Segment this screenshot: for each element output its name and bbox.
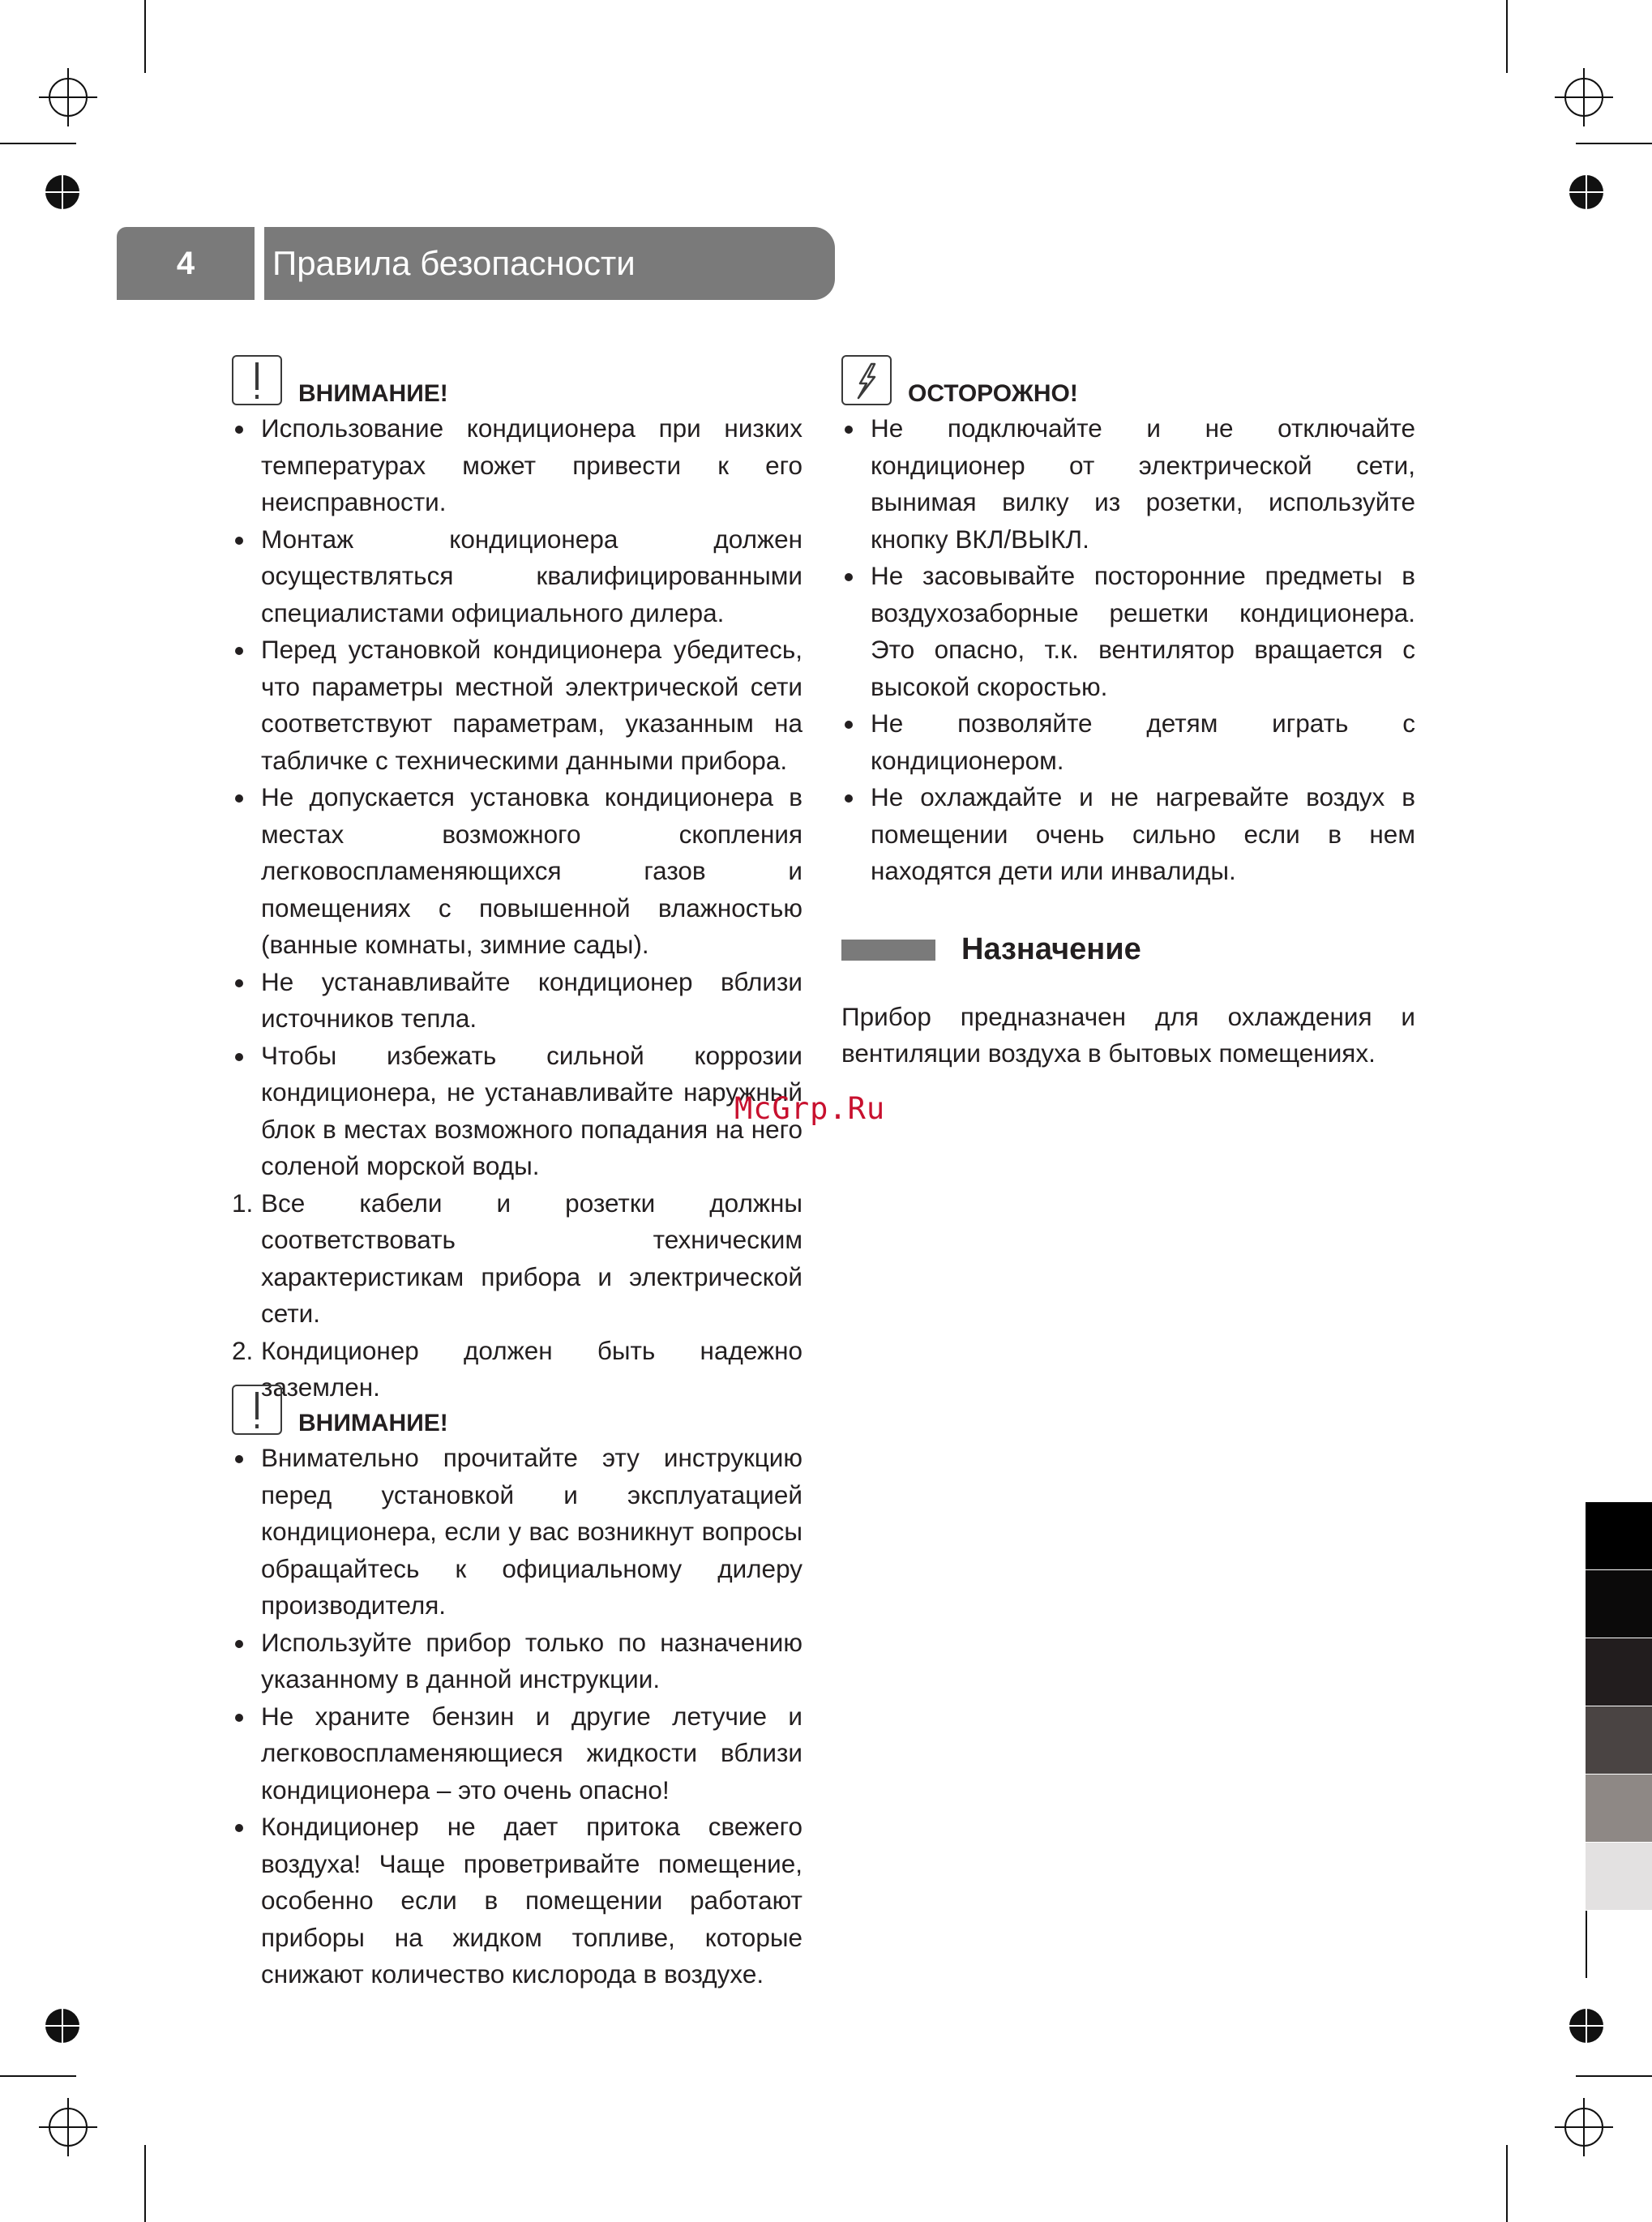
trim-mark [1506,2145,1508,2222]
list-item: Не позволяйте детям играть с кондиционером. [841,705,1415,779]
color-swatch [1586,1775,1652,1842]
list-item: Кондиционер не дает притока свежего воздуха! Чаще проветривайте помещение, особенно если в помещении работают приборы на жидком топливе, которые снижают количество кислорода в воздухе. [232,1809,802,1993]
left-column-second [232,1381,802,1993]
color-swatch [1586,1843,1652,1910]
registration-dot-icon [1569,2009,1603,2043]
caution-list [841,410,1415,890]
trim-mark [144,0,146,73]
registration-dot-icon [45,175,79,209]
item-number: 1. [232,1188,254,1218]
caution-title: ОСТОРОЖНО! [908,380,1078,407]
section-header-title: Правила безопасности [264,227,835,300]
trim-mark [1506,0,1508,73]
warning-list [232,1440,802,1993]
color-swatch [1586,1502,1652,1569]
color-swatch [1586,1911,1652,1978]
list-item: Не устанавливайте кондиционер вблизи источников тепла. [232,964,802,1038]
lightning-icon [850,361,883,400]
warning-heading [232,1381,802,1440]
item-text: Кондиционер должен быть надежно заземлен. [261,1335,802,1402]
warning-title: ВНИМАНИЕ! [298,380,448,407]
list-item: Не засовывайте посторонние предметы в воздухозаборные решетки кондиционера. Это опасно, т.к. вентилятор вращается с высокой скоростью. [841,558,1415,705]
left-column [232,352,802,1406]
list-item: Монтаж кондиционера должен осуществляться квалифицированными специалистами официального дилера. [232,521,802,632]
registration-mark-icon [1564,78,1603,117]
trim-mark [1576,143,1652,144]
exclamation-box-icon [232,355,282,405]
exclamation-box-icon [232,1385,282,1435]
list-item: Не охлаждайте и не нагревайте воздух в помещении очень сильно если в нем находятся дети или инвалиды. [841,779,1415,890]
caution-heading [841,352,1415,410]
item-number: 2. [232,1335,254,1365]
trim-mark [0,143,76,144]
trim-mark [144,2145,146,2222]
registration-dot-icon [45,2009,79,2043]
registration-mark-icon [49,2108,88,2147]
list-item: Не допускается установка кондиционера в местах возможного скопления легковоспламеняющихся газов и помещениях с повышенной влажностью (ванные комнаты, зимние сады). [232,779,802,964]
list-item: Чтобы избежать сильной коррозии кондиционера, не устанавливайте наружный блок в местах возможного попадания на него соленой морской воды. [232,1038,802,1185]
section-marker [841,940,935,961]
list-item: Внимательно прочитайте эту инструкцию перед установкой и эксплуатацией кондиционера, если у вас возникнут вопросы обращайтесь к официальному дилеру производителя. [232,1440,802,1625]
trim-mark [0,2075,76,2077]
registration-dot-icon [1569,175,1603,209]
color-swatch [1586,1570,1652,1638]
list-item: Использование кондиционера при низких температурах может привести к его неисправности. [232,410,802,521]
list-item: Используйте прибор только по назначению указанному в данной инструкции. [232,1625,802,1698]
right-column [841,352,1415,1072]
color-swatch [1586,1706,1652,1774]
warning-list [232,410,802,1185]
list-item: Перед установкой кондиционера убедитесь, что параметры местной электрической сети соответствуют параметрам, указанным на табличке с техническими данными прибора. [232,631,802,779]
warning-title: ВНИМАНИЕ! [298,1410,448,1436]
list-item: Не подключайте и не отключайте кондиционер от электрической сети, вынимая вилку из розетки, используйте кнопку ВКЛ/ВЫКЛ. [841,410,1415,558]
registration-mark-icon [1564,2108,1603,2147]
warning-heading [232,352,802,410]
numbered-list [232,1185,802,1406]
page-number: 4 [117,227,255,300]
trim-mark [1576,2075,1652,2077]
purpose-heading [841,926,1415,974]
purpose-text: Прибор предназначен для охлаждения и вентиляции воздуха в бытовых помещениях. [841,1001,1415,1068]
item-text: Все кабели и розетки должны соответствовать техническим характеристикам прибора и электрической сети. [261,1188,802,1328]
registration-mark-icon [49,78,88,117]
purpose-title: Назначение [961,931,1141,966]
lightning-box-icon [841,355,892,405]
color-swatch [1586,1638,1652,1706]
watermark: McGrp.Ru [734,1091,886,1126]
numbered-item [232,1185,802,1333]
list-item: Не храните бензин и другие летучие и легковоспламеняющиеся жидкости вблизи кондиционера – это очень опасно! [232,1698,802,1809]
